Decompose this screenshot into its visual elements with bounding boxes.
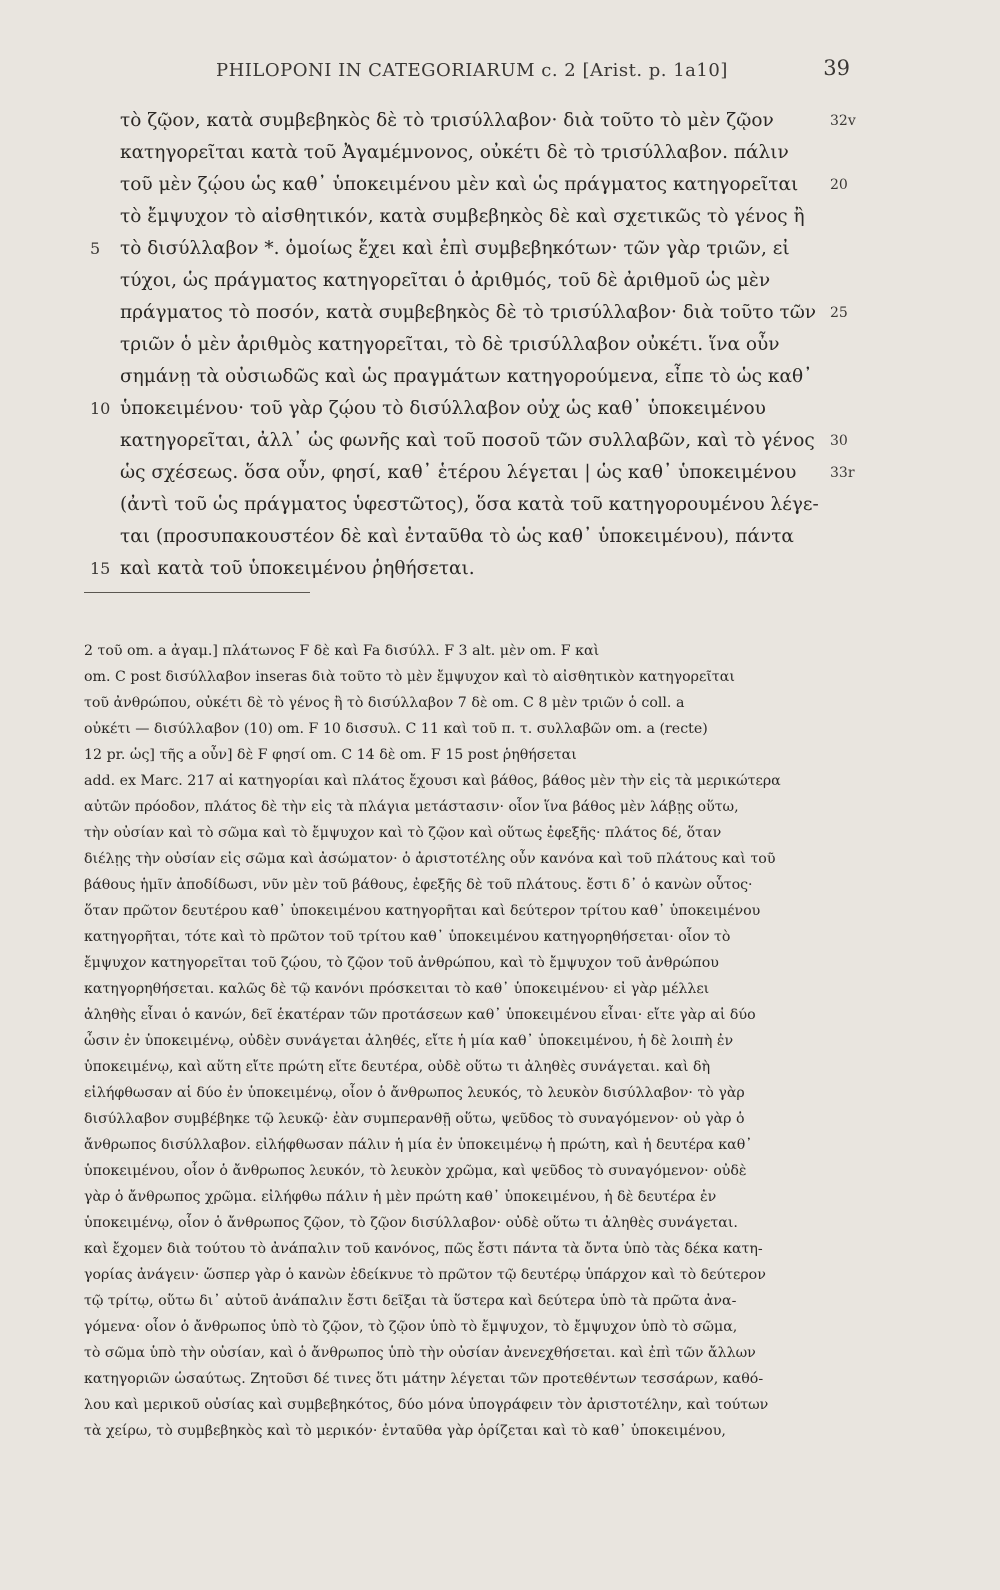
running-title: PHILOPONI IN CATEGORIARUM c. 2 [Arist. p. 1a10] [216,60,728,81]
apparatus-text: γὰρ ὁ ἄνθρωπος χρῶμα. εἰλήφθω πάλιν ἡ μὲν πρώτη καθ᾽ ὑποκειμένου, ἡ δὲ δευτέρα ἐν [84,1189,717,1205]
margin-reference: 33r [830,465,855,481]
apparatus-line [0,1080,1000,1106]
line-text: κατηγορεῖται, ἀλλ᾽ ὡς φωνῆς καὶ τοῦ ποσοῦ τῶν συλλαβῶν, καὶ τὸ γένος [120,430,815,451]
apparatus-line [0,690,1000,716]
apparatus-text: βάθους ἡμῖν ἀποδίδωσι, νῦν μὲν τοῦ βάθους, ἐφεξῆς δὲ τοῦ πλάτους. ἔστι δ᾽ ὁ κανὼν οὗτος· [84,877,753,893]
apparatus-line [0,1184,1000,1210]
text-line [0,297,1000,329]
line-text: καὶ κατὰ τοῦ ὑποκειμένου ῥηθήσεται. [120,558,475,579]
apparatus-line [0,924,1000,950]
apparatus-text: αὐτῶν πρόοδον, πλάτος δὲ τὴν εἰς τὰ πλάγια μετάστασιν· οἷον ἵνα βάθος μὲν λάβῃς οὕτω, [84,799,739,815]
line-number: 5 [90,239,101,258]
text-line [0,137,1000,169]
apparatus-line [0,898,1000,924]
margin-reference: 30 [830,433,848,449]
line-text: ται (προσυπακουστέον δὲ καὶ ἐνταῦθα τὸ ὡς καθ᾽ ὑποκειμένου), πάντα [120,526,794,547]
apparatus-line [0,768,1000,794]
apparatus-text: οὐκέτι — δισύλλαβον (10) om. F 10 δισσυλ. C 11 καὶ τοῦ π. τ. συλλαβῶν om. a (recte) [84,721,708,737]
text-line [0,265,1000,297]
apparatus-line [0,820,1000,846]
apparatus-line [0,950,1000,976]
apparatus-line [0,1366,1000,1392]
apparatus-text: ὑποκειμένῳ, καὶ αὕτη εἴτε πρώτη εἴτε δευτέρα, οὐδὲ οὕτω τι ἀληθὲς συνάγεται. καὶ δὴ [84,1059,711,1075]
apparatus-line [0,1210,1000,1236]
apparatus-text: κατηγορῆται, τότε καὶ τὸ πρῶτον τοῦ τρίτου καθ᾽ ὑποκειμένου κατηγορηθήσεται· οἷον τὸ [84,929,731,945]
line-text: τὸ ἔμψυχον τὸ αἰσθητικόν, κατὰ συμβεβηκὸς δὲ καὶ σχετικῶς τὸ γένος ἢ [120,206,805,227]
apparatus-text: ὑποκειμένου, οἷον ὁ ἄνθρωπος λευκόν, τὸ λευκὸν χρῶμα, καὶ ψεῦδος τὸ συναγόμενον· οὐδὲ [84,1163,747,1179]
apparatus-text: καὶ ἔχομεν διὰ τούτου τὸ ἀνάπαλιν τοῦ κανόνος, πῶς ἔστι πάντα τὰ ὄντα ὑπὸ τὰς δέκα κατη- [84,1241,763,1257]
main-text [0,105,1000,585]
apparatus-line [0,1054,1000,1080]
apparatus-text: δισύλλαβον συμβέβηκε τῷ λευκῷ· ἐὰν συμπερανθῇ οὕτω, ψεῦδος τὸ συναγόμενον· οὐ γὰρ ὁ [84,1111,745,1127]
apparatus-line [0,716,1000,742]
text-line [0,393,1000,425]
apparatus-text: λου καὶ μερικοῦ οὐσίας καὶ συμβεβηκότος, δύο μόνα ὑπογράφειν τὸν ἀριστοτέλην, καὶ τούτων [84,1397,769,1413]
text-line [0,489,1000,521]
apparatus-text: ἄνθρωπος δισύλλαβον. εἰλήφθωσαν πάλιν ἡ μία ἐν ὑποκειμένῳ ἡ πρώτη, καὶ ἡ δευτέρα καθ᾽ [84,1137,753,1153]
apparatus-line [0,638,1000,664]
critical-apparatus [0,638,1000,1444]
apparatus-text: 12 pr. ὡς] τῆς a οὖν] δὲ F φησί om. C 14 δὲ om. F 15 post ῥηθήσεται [84,747,577,763]
text-line [0,169,1000,201]
apparatus-text: τοῦ ἀνθρώπου, οὐκέτι δὲ τὸ γένος ἢ τὸ δισύλλαβον 7 δὲ om. C 8 μὲν τριῶν ὁ coll. a [84,695,685,711]
apparatus-text: ἀληθὴς εἶναι ὁ κανών, δεῖ ἑκατέραν τῶν προτάσεων καθ᾽ ὑποκειμένου εἶναι· εἴτε γὰρ αἱ δύο [84,1007,756,1023]
apparatus-text: ἔμψυχον κατηγορεῖται τοῦ ζῴου, τὸ ζῷον τοῦ ἀνθρώπου, καὶ τὸ ἔμψυχον τοῦ ἀνθρώπου [84,955,719,971]
apparatus-line [0,846,1000,872]
line-text: κατηγορεῖται κατὰ τοῦ Ἀγαμέμνονος, οὐκέτι δὲ τὸ τρισύλλαβον. πάλιν [120,142,789,163]
text-line [0,361,1000,393]
apparatus-line [0,742,1000,768]
text-line [0,457,1000,489]
apparatus-line [0,1132,1000,1158]
line-text: ὑποκειμένου· τοῦ γὰρ ζῴου τὸ δισύλλαβον οὐχ ὡς καθ᾽ ὑποκειμένου [120,398,766,419]
apparatus-line [0,1288,1000,1314]
page-number: 39 [823,56,850,80]
apparatus-text: ὅταν πρῶτον δευτέρου καθ᾽ ὑποκειμένου κατηγορῆται καὶ δεύτερον τρίτου καθ᾽ ὑποκειμένου [84,903,761,919]
text-line [0,521,1000,553]
apparatus-text: εἰλήφθωσαν αἱ δύο ἐν ὑποκειμένῳ, οἷον ὁ ἄνθρωπος λευκός, τὸ λευκὸν δισύλλαβον· τὸ γὰρ [84,1085,745,1101]
apparatus-text: τῷ τρίτῳ, οὕτω δι᾽ αὐτοῦ ἀνάπαλιν ἔστι δεῖξαι τὰ ὕστερα καὶ δεύτερα ὑπὸ τὰ πρῶτα ἀνα- [84,1293,737,1309]
apparatus-line [0,1418,1000,1444]
apparatus-line [0,1262,1000,1288]
apparatus-line [0,794,1000,820]
apparatus-text: ὦσιν ἐν ὑποκειμένῳ, οὐδὲν συνάγεται ἀληθές, εἴτε ἡ μία καθ᾽ ὑποκειμένου, ἡ δὲ λοιπὴ ἐν [84,1033,734,1049]
line-text: ὡς σχέσεως. ὅσα οὖν, φησί, καθ᾽ ἑτέρου λέγεται | ὡς καθ᾽ ὑποκειμένου [120,462,797,483]
running-header [0,56,1000,92]
apparatus-line [0,664,1000,690]
apparatus-text: κατηγοριῶν ὡσαύτως. Ζητοῦσι δέ τινες ὅτι μάτην λέγεται τῶν προτεθέντων τεσσάρων, καθό- [84,1371,764,1387]
apparatus-text: τὰ χείρω, τὸ συμβεβηκὸς καὶ τὸ μερικόν· ἐνταῦθα γὰρ ὁρίζεται καὶ τὸ καθ᾽ ὑποκειμένου, [84,1423,726,1439]
text-line [0,105,1000,137]
line-text: τύχοι, ὡς πράγματος κατηγορεῖται ὁ ἀριθμός, τοῦ δὲ ἀριθμοῦ ὡς μὲν [120,270,771,291]
apparatus-text: διέλῃς τὴν οὐσίαν εἰς σῶμα καὶ ἀσώματον· ὁ ἀριστοτέλης οὖν κανόνα καὶ τοῦ πλάτους καὶ τοῦ [84,851,776,867]
apparatus-line [0,976,1000,1002]
line-number: 15 [90,559,111,578]
text-line [0,553,1000,585]
apparatus-text: κατηγορηθήσεται. καλῶς δὲ τῷ κανόνι πρόσκειται τὸ καθ᾽ ὑποκειμένου· εἰ γὰρ μέλλει [84,981,710,997]
apparatus-line [0,1392,1000,1418]
apparatus-line [0,1028,1000,1054]
apparatus-text: om. C post δισύλλαβον inseras διὰ τοῦτο τὸ μὲν ἔμψυχον καὶ τὸ αἰσθητικὸν κατηγορεῖται [84,669,735,685]
line-text: τοῦ μὲν ζῴου ὡς καθ᾽ ὑποκειμένου μὲν καὶ ὡς πράγματος κατηγορεῖται [120,174,799,195]
apparatus-line [0,1002,1000,1028]
line-text: πράγματος τὸ ποσόν, κατὰ συμβεβηκὸς δὲ τὸ τρισύλλαβον· διὰ τοῦτο τῶν [120,302,817,323]
apparatus-text: ὑποκειμένῳ, οἷον ὁ ἄνθρωπος ζῷον, τὸ ζῷον δισύλλαβον· οὐδὲ οὕτω τι ἀληθὲς συνάγεται. [84,1215,738,1231]
line-number: 10 [90,399,111,418]
text-line [0,329,1000,361]
line-text: (ἀντὶ τοῦ ὡς πράγματος ὑφεστῶτος), ὅσα κατὰ τοῦ κατηγορουμένου λέγε- [120,494,819,515]
apparatus-line [0,1236,1000,1262]
apparatus-text: γόμενα· οἷον ὁ ἄνθρωπος ὑπὸ τὸ ζῷον, τὸ ζῷον ὑπὸ τὸ ἔμψυχον, τὸ ἔμψυχον ὑπὸ τὸ σῶμα, [84,1319,738,1335]
apparatus-line [0,1158,1000,1184]
footnote-rule [84,592,310,593]
line-text: τὸ δισύλλαβον *. ὁμοίως ἔχει καὶ ἐπὶ συμβεβηκότων· τῶν γὰρ τριῶν, εἰ [120,238,790,259]
apparatus-text: τὸ σῶμα ὑπὸ τὴν οὐσίαν, καὶ ὁ ἄνθρωπος ὑπὸ τὴν οὐσίαν ἀνενεχθήσεται. καὶ ἐπὶ τῶν ἄλλων [84,1345,756,1361]
apparatus-line [0,1340,1000,1366]
apparatus-text: 2 τοῦ om. a ἀγαμ.] πλάτωνος F δὲ καὶ Fa δισύλλ. F 3 alt. μὲν om. F καὶ [84,643,600,659]
text-line [0,425,1000,457]
apparatus-line [0,872,1000,898]
text-line [0,233,1000,265]
apparatus-text: add. ex Marc. 217 αἱ κατηγορίαι καὶ πλάτος ἔχουσι καὶ βάθος, βάθος μὲν τὴν εἰς τὰ μερικώτερα [84,773,781,789]
apparatus-line [0,1314,1000,1340]
line-text: τριῶν ὁ μὲν ἀριθμὸς κατηγορεῖται, τὸ δὲ τρισύλλαβον οὐκέτι. ἵνα οὖν [120,334,780,355]
line-text: σημάνῃ τὰ οὐσιωδῶς καὶ ὡς πραγμάτων κατηγορούμενα, εἶπε τὸ ὡς καθ᾽ [120,366,813,387]
apparatus-text: γορίας ἀνάγειν· ὥσπερ γὰρ ὁ κανὼν ἐδείκνυε τὸ πρῶτον τῷ δευτέρῳ ὑπάρχον καὶ τὸ δεύτερον [84,1267,766,1283]
margin-reference: 32v [830,113,856,129]
margin-reference: 25 [830,305,848,321]
apparatus-line [0,1106,1000,1132]
text-line [0,201,1000,233]
margin-reference: 20 [830,177,848,193]
apparatus-text: τὴν οὐσίαν καὶ τὸ σῶμα καὶ τὸ ἔμψυχον καὶ τὸ ζῷον καὶ οὕτως ἐφεξῆς· πλάτος δέ, ὅταν [84,825,722,841]
line-text: τὸ ζῷον, κατὰ συμβεβηκὸς δὲ τὸ τρισύλλαβον· διὰ τοῦτο τὸ μὲν ζῷον [120,110,774,131]
